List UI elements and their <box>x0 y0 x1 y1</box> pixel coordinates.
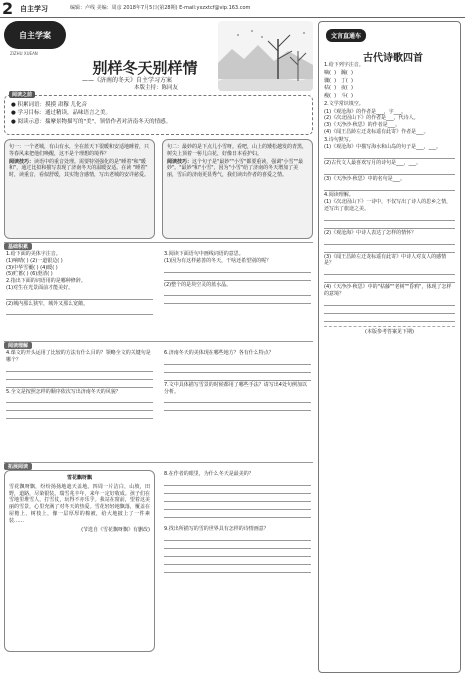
question-line: 5.全文是按照怎样的顺序依次写出济南冬天的风貌？ <box>6 388 121 395</box>
question-line: (1)对生在光景面前才能美好。 <box>6 284 74 291</box>
passage-quote: 句二：最妙的是下点儿小雪呀。看吧，山上的矮松越发的青黑，树尖上顶着一髻儿白花，好像日本看护妇。 <box>167 144 308 157</box>
expand-reading <box>4 470 313 652</box>
reading-questions-right <box>162 349 313 459</box>
question-line: 7.文中具体描写雪景的时候都用了哪些手法？请写出4处句例加以分析。 <box>164 381 307 395</box>
left-column <box>4 21 313 673</box>
analysis-text: 这个句子是"最妙""小雪"都要重读，强调"小雪""最妙"。"最妙"和"小雪"，因为"小雪"给了济南的冬天增加了美丽，雪后的济南更显秀气，我们读出作者的喜爱之情。 <box>167 158 304 178</box>
exercise-line: (1)《观沧海》中描写海水和山岛的句子是___，___。 <box>324 144 442 151</box>
exercise-line: (1)《次北固山下》一诗中，不仅写出了诗人的思乡之情，还写出了旅途之美。 <box>324 199 452 212</box>
column-logo: 文言直通车 <box>326 29 366 42</box>
answer-line[interactable] <box>6 396 153 403</box>
answer-line[interactable] <box>164 297 311 304</box>
answer-line[interactable] <box>6 404 153 411</box>
answer-line[interactable] <box>164 366 311 373</box>
exercise-line: 3.诗句默写。 <box>324 136 354 143</box>
answer-line[interactable] <box>324 168 455 175</box>
passage-body: 雪花飘呀飘，纷纷扬扬地遮天盖地。四周一片洁白，山坡，田野，道路，尽染银装。瑞雪兆丰年，来年一定好收成。孩子们在雪地里堆雪人，打雪仗，玩得不亦乐乎。我站在窗前，望着这美丽的雪景，心里充满了对冬天的热爱。雪花轻轻地飘落，覆盖在屋檐上，树枝上，像一层厚厚的棉被，给大地披上了一件素装…… <box>9 483 150 524</box>
exercise-line: (2)《次北固山下》的作者是___，代诗人。 <box>324 115 419 122</box>
exercise-line: (3)《天净沙·秋思》的作者是___。 <box>324 122 401 128</box>
answer-line[interactable] <box>324 184 455 191</box>
exercise-line: 4.阅读理解。 <box>324 191 354 198</box>
answer-line[interactable] <box>164 289 311 296</box>
answer-line[interactable] <box>164 479 311 486</box>
winter-scene-illustration <box>218 21 313 91</box>
answer-line[interactable] <box>6 308 153 315</box>
answer-line[interactable] <box>324 152 455 159</box>
question-line: (3)中华雪覆( ) (4)暖( ) <box>6 264 58 271</box>
basic-questions-left <box>4 250 155 338</box>
page-number: 2 <box>2 0 14 18</box>
reading-questions <box>4 349 313 459</box>
question-line: 6.济南冬天的美体现在哪些地方？各有什么特点？ <box>164 350 274 356</box>
answer-line[interactable] <box>164 503 311 510</box>
answer-line[interactable] <box>164 566 311 573</box>
exercise-line: (3)《闻王昌龄左迁龙标遥有此寄》中诗人对友人的感情是？ <box>324 253 447 267</box>
answer-line[interactable] <box>6 365 153 372</box>
passage-quote: 句一：一个老城，有山有水，全在蓝天下很暖和安适地睡着，只等春风来把他们唤醒，这不是个理想的境界？ <box>9 144 150 157</box>
top-bar <box>0 0 465 18</box>
answer-line[interactable] <box>164 404 311 411</box>
exercise-line: (4)《闻王昌龄左迁龙标遥有此寄》作者是___。 <box>324 128 429 135</box>
question-line: 3.阅读下面语句中画线词语的意思。 <box>164 251 244 257</box>
question-line: (1)响晴( ) (2)一道银边( ) <box>6 257 63 264</box>
goal-item: ● 阅读示意：揣摩景物描写的"美"，领悟作者对济南冬天的情感。 <box>11 118 172 125</box>
answer-line[interactable] <box>324 299 455 306</box>
section-bar-basic: 基础积累 <box>4 242 313 250</box>
passage-analysis-two <box>162 139 313 239</box>
basic-questions-right <box>162 250 313 338</box>
question-line: 8.在作者的眼里，为什么冬天是最美的？ <box>164 471 254 477</box>
exercise-line: 枯( ) 夜( ) <box>324 85 353 92</box>
section-title: 自主学习 <box>20 4 48 13</box>
winter-trees-icon <box>218 21 313 91</box>
page-subtitle: ——《济南的冬天》自主学习方案 <box>82 77 173 84</box>
answer-line[interactable] <box>324 315 455 322</box>
answer-line[interactable] <box>164 374 311 381</box>
question-line: 2.指出下面的词语用的是哪种修辞。 <box>6 278 86 284</box>
exercise-line: 2.文学常识填空。 <box>324 100 364 107</box>
exercise-line: (2)《观沧海》中诗人表达了怎样的情怀？ <box>324 229 417 236</box>
reading-questions-left <box>4 349 155 459</box>
answer-line[interactable] <box>164 558 311 565</box>
goal-item: ● 积累词语：摸摸 肃穆 儿化音 <box>11 102 88 108</box>
passage-title: 雪花飘呀飘 <box>66 475 92 481</box>
passage-source: (节选自《雪花飘呀飘》有删改) <box>81 527 150 534</box>
analysis-text: 读语中的重音处理。需要特别强化的是"睡着"和"暖和"，通过比拟和描写表现了济南冬天的温暖安适。在读 "睡着" 时，读重音，看似舒缓，其实饱含感情，写出老城的安详慈爱。 <box>9 158 150 178</box>
answer-line[interactable] <box>164 550 311 557</box>
answer-line[interactable] <box>324 307 455 314</box>
answer-line[interactable] <box>324 276 455 283</box>
answer-line[interactable] <box>6 412 153 419</box>
page-title: 别样冬天别样情 <box>92 59 198 77</box>
logo: 自主学案 <box>4 21 66 49</box>
right-column <box>318 21 461 673</box>
answer-line[interactable] <box>164 274 311 281</box>
exercise-line: (3)《天净沙·秋思》中的名句是___。 <box>324 175 406 182</box>
right-header <box>324 25 455 64</box>
answer-line[interactable] <box>324 214 455 221</box>
reading-goals-tag: 阅读之前 <box>9 91 35 98</box>
answer-line[interactable] <box>164 542 311 549</box>
answer-line[interactable] <box>164 358 311 365</box>
section-bar-read: 阅读理解 <box>4 341 313 349</box>
expand-questions <box>162 470 313 652</box>
section-bar-expand: 拓展阅读 <box>4 462 313 470</box>
host-credit: 本版主持：陈同友 <box>134 85 179 91</box>
goal-item: ● 学习目标：通过精读，品味语言之美。 <box>11 110 112 117</box>
question-line: 1.给下面的美体字注音。 <box>6 251 61 257</box>
analysis-label: 阅读技巧： <box>9 158 35 165</box>
basic-questions <box>4 250 313 338</box>
poems-title: 古代诗歌四首 <box>363 53 423 64</box>
answer-line[interactable] <box>164 511 311 518</box>
answer-note: (本版参考答案见下期) <box>324 326 455 336</box>
question-line: 4.课文的开头运用了比较的方法有什么目的？领略全文的关键句是哪个？ <box>6 350 151 363</box>
issue-meta: 编辑：卢线 美编：周彦 2018年7月5日(第28期) E-mail:yxzxtcf@vip.163.com <box>70 5 251 12</box>
answer-line[interactable] <box>6 381 153 388</box>
exercise-line: (4)《天净沙·秋思》中的"枯藤""老树""昏鸦"，体现了怎样的意境？ <box>324 284 452 297</box>
logo-subtitle: ZIZHU XUEAN <box>10 51 38 56</box>
answer-line[interactable] <box>324 268 455 275</box>
answer-line[interactable] <box>164 396 311 403</box>
article-header <box>4 21 313 93</box>
answer-line[interactable] <box>164 487 311 494</box>
answer-line[interactable] <box>6 293 153 300</box>
answer-line[interactable] <box>6 373 153 380</box>
exercise-line: 骤( ) 丁( ) <box>324 77 353 84</box>
analysis-label: 阅读技巧： <box>167 158 193 165</box>
passage-analysis-one <box>4 139 155 239</box>
exercise-line: (1)《观沧海》的作者是___，字___。 <box>324 108 407 115</box>
extended-reading-passage <box>4 470 155 652</box>
answer-line[interactable] <box>324 222 455 229</box>
exercise-line: 1.给下列字注音。 <box>324 62 364 68</box>
answer-line[interactable] <box>164 534 311 541</box>
question-line: (5)贮蓄( ) (6)澄清( ) <box>6 271 53 278</box>
exercise-line: (2)古代文人最喜欢写月的诗句是___，___。 <box>324 160 422 166</box>
question-line: (1)因为有这样慈善的冬天，干啥还希望别的呢？ <box>164 257 272 264</box>
exercise-line: 嘀( ) 瀚( ) <box>324 69 353 76</box>
answer-line[interactable] <box>324 238 455 245</box>
question-line: 9.找出所描写的雪的世界具有怎样的诗情画意？ <box>164 525 269 532</box>
reading-goals-box <box>4 92 313 135</box>
answer-line[interactable] <box>324 246 455 253</box>
exercise-line: 瘦( ) 斗( ) <box>324 93 353 99</box>
poem-exercises <box>324 62 455 322</box>
question-line: (2)整个的是块空灵的蓝水晶。 <box>164 281 232 288</box>
question-line: (2)城内那么狭窄，城外又那么宽敞。 <box>6 300 89 307</box>
answer-line[interactable] <box>164 495 311 502</box>
analysis-row <box>4 139 313 239</box>
answer-line[interactable] <box>164 266 311 273</box>
